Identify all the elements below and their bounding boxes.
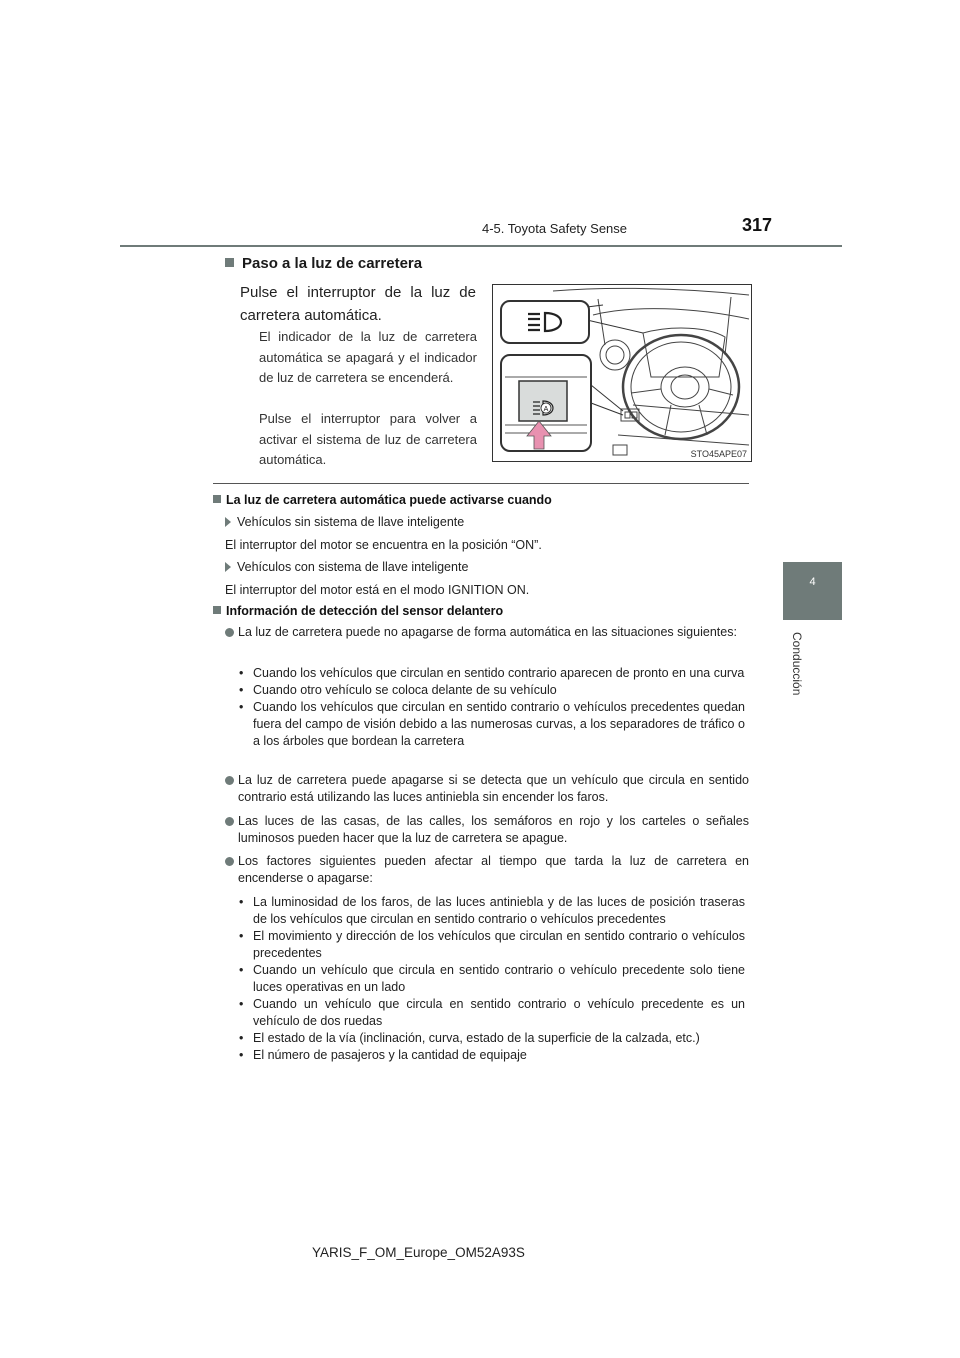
- bullet-text: Los factores siguientes pueden afectar al tiempo que tarda la luz de carretera en encenderse o apagarse:: [238, 854, 749, 885]
- section-heading-text: Paso a la luz de carretera: [242, 255, 423, 272]
- sub-item: [239, 1030, 745, 1047]
- subheading-activation-text: La luz de carretera automática puede activarse cuando: [226, 493, 552, 507]
- section-divider: [213, 483, 749, 484]
- bullet-not-turn-off: [225, 624, 749, 641]
- square-bullet-icon: [213, 606, 221, 614]
- figure-code: STO45APE07: [690, 449, 747, 459]
- sub-item: [239, 996, 745, 1030]
- note-reactivate: Pulse el interruptor para volver a activar el sistema de luz de carretera automática.: [259, 411, 477, 467]
- sub-item: [239, 682, 745, 699]
- bullet-fog-lights: [225, 772, 749, 806]
- switch-letter-label: A: [543, 406, 549, 413]
- subheading-sensor-text: Información de detección del sensor delantero: [226, 604, 504, 618]
- document-code: YARIS_F_OM_Europe_OM52A93S: [312, 1245, 525, 1260]
- sub-item: [239, 928, 745, 962]
- sub-bullet-glyph: •: [239, 895, 244, 909]
- header-rule: [120, 245, 842, 247]
- triangle-arrow-icon: [225, 562, 231, 572]
- case-smart-key: [225, 559, 468, 576]
- bullet-text: La luz de carretera puede apagarse si se detecta que un vehículo que circula en sentido contrario está utilizando las luces antiniebla sin encender los faros.: [238, 773, 749, 804]
- note-indicator: El indicador de la luz de carretera automática se apagará y el indicador de luz de carretera se encenderá.: [259, 329, 477, 385]
- sub-item-text: Cuando un vehículo que circula en sentido contrario o vehículo precedente es un vehículo de dos ruedas: [253, 997, 745, 1028]
- chapter-label: [790, 632, 806, 712]
- sub-bullet-glyph: •: [239, 963, 244, 977]
- dashboard-drawing: [493, 285, 751, 461]
- sub-item: [239, 894, 745, 928]
- chapter-label-text: Conducción: [790, 632, 804, 696]
- sub-item-text: El estado de la vía (inclinación, curva, estado de la superficie de la calzada, etc.): [253, 1031, 700, 1045]
- sub-item-text: Cuando los vehículos que circulan en sentido contrario o vehículos precedentes quedan fuera del campo de visión debido a las numerosas curvas, a los separadores de tráfico o a los árboles que bordean la carretera: [253, 700, 745, 748]
- round-bullet-icon: [225, 817, 234, 826]
- sub-item-text: Cuando un vehículo que circula en sentido contrario o vehículo precedente solo tiene luces operativas en un lado: [253, 963, 745, 994]
- dashboard-illustration: [492, 284, 752, 462]
- square-bullet-icon: [213, 495, 221, 503]
- header-section-title: 4-5. Toyota Safety Sense: [482, 221, 628, 236]
- sub-item: [239, 1047, 745, 1064]
- bullet-text: La luz de carretera puede no apagarse de forma automática en las situaciones siguientes:: [238, 625, 737, 639]
- chapter-tab: [783, 562, 842, 620]
- sub-item-text: El movimiento y dirección de los vehículos que circulan en sentido contrario o vehículos precedentes: [253, 929, 745, 960]
- sub-bullet-glyph: •: [239, 683, 244, 697]
- sub-bullet-glyph: •: [239, 1048, 244, 1062]
- round-bullet-icon: [225, 776, 234, 785]
- round-bullet-icon: [225, 857, 234, 866]
- sub-item-text: Cuando los vehículos que circulan en sentido contrario aparecen de pronto en una curva: [253, 666, 745, 680]
- subheading-activation: [213, 492, 552, 509]
- case-no-smart-key: [225, 514, 464, 531]
- case-no-smart-key-text: El interruptor del motor se encuentra en la posición “ON”.: [225, 538, 542, 552]
- sub-item: [239, 962, 745, 996]
- sub-bullet-glyph: •: [239, 929, 244, 943]
- subheading-sensor: [213, 603, 503, 620]
- sub-bullet-glyph: •: [239, 997, 244, 1011]
- page-number: 317: [742, 215, 773, 235]
- sub-item: [239, 665, 745, 682]
- bullet-factors: [225, 853, 749, 887]
- sub-item-text: La luminosidad de los faros, de las luces antiniebla y de las luces de posición traseras de los vehículos que circulan en sentido contrario o vehículos precedentes: [253, 895, 745, 926]
- sublist-factors: [239, 894, 745, 1064]
- square-bullet-icon: [225, 258, 234, 267]
- sub-item-text: Cuando otro vehículo se coloca delante de su vehículo: [253, 683, 557, 697]
- sub-item: [239, 699, 745, 750]
- case-no-smart-key-label: Vehículos sin sistema de llave inteligente: [237, 515, 465, 529]
- sub-bullet-glyph: •: [239, 666, 244, 680]
- triangle-arrow-icon: [225, 517, 231, 527]
- chapter-number: 4: [809, 576, 816, 588]
- case-smart-key-text: El interruptor del motor está en el modo IGNITION ON.: [225, 583, 530, 597]
- sublist-not-turn-off: [239, 665, 745, 750]
- sub-item-text: El número de pasajeros y la cantidad de equipaje: [253, 1048, 527, 1062]
- bullet-city-lights: [225, 813, 749, 847]
- case-smart-key-label: Vehículos con sistema de llave inteligente: [237, 560, 469, 574]
- instruction-text: Pulse el interruptor de la luz de carretera automática.: [240, 284, 476, 324]
- bullet-text: Las luces de las casas, de las calles, los semáforos en rojo y los carteles o señales luminosos pueden hacer que la luz de carretera se apague.: [238, 814, 749, 845]
- section-heading-high-beam: [225, 255, 422, 272]
- round-bullet-icon: [225, 628, 234, 637]
- sub-bullet-glyph: •: [239, 1031, 244, 1045]
- sub-bullet-glyph: •: [239, 700, 244, 714]
